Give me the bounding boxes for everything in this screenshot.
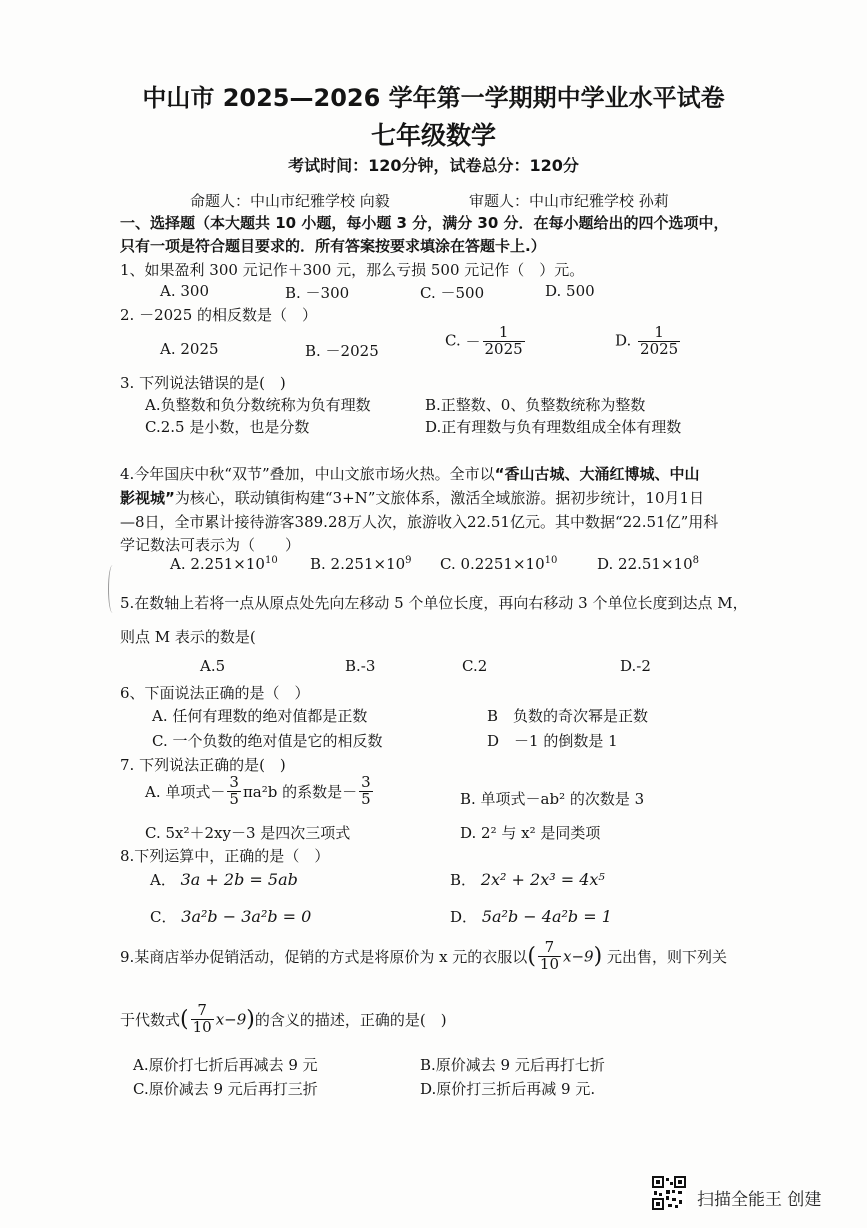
q2-option-c-label: C. [445, 331, 461, 350]
fraction-numerator: 1 [483, 325, 525, 342]
q9-line2-text: 于代数式 [120, 1010, 181, 1029]
fraction-numerator: 3 [361, 773, 371, 791]
q7-option-c: C. 5x²＋2xy－3 是四次三项式 [145, 824, 351, 842]
q8-option-d-expr: 5a²b − 4a²b = 1 [481, 907, 612, 926]
q8-option-d-label: D． [450, 908, 478, 926]
q2-option-d-fraction [638, 325, 680, 358]
q4-line2-text: 为核心，联动镇街构建“3+N”文旅体系，激活全域旅游。据初步统计，10月1日 [174, 489, 705, 507]
q5-option-d: D.-2 [620, 657, 651, 675]
fraction-denominator: 10 [539, 954, 559, 973]
q4-option-c-base: C. 0.2251×10 [440, 555, 545, 573]
q5-option-b: B.-3 [345, 657, 376, 675]
q2-option-c-sign: － [465, 332, 481, 351]
proposer: 命题人：中山市纪雅学校 向毅 [190, 192, 390, 210]
q9-line2-tail: 的含义的描述，正确的是( ) [254, 1010, 447, 1029]
q8-stem: 8.下列运算中，正确的是（ ） [120, 847, 330, 865]
q2-option-c-fraction [483, 325, 525, 358]
q9-line1: 9.某商店举办促销活动，促销的方式是将原价为 x 元的衣服以( $\frac{7}{10}$ x−9) 元出售，则下列关 [120, 938, 727, 973]
q4-option-b-exp: 9 [405, 555, 412, 566]
q8-option-a-label: A． [150, 871, 176, 889]
q4-line4: 学记数法可表示为（ ） [120, 536, 301, 554]
q1-option-d: D. 500 [545, 282, 595, 300]
q3-stem: 3. 下列说法错误的是( ) [120, 374, 286, 392]
q2-stem: 2. －2025 的相反数是（ ） [120, 306, 318, 324]
scan-mark [108, 565, 117, 613]
fraction-denominator: 5 [361, 789, 371, 808]
q2-option-a: A. 2025 [160, 340, 219, 358]
q9-fraction [538, 940, 561, 973]
q9-option-a: A.原价打七折后再减去 9 元 [133, 1056, 318, 1074]
q4-option-b [310, 555, 412, 573]
q1-option-a: A. 300 [160, 282, 209, 300]
q1-stem: 1、如果盈利 300 元记作＋300 元，那么亏损 500 元记作（ ）元。 [120, 261, 585, 279]
q6-stem: 6、下面说法正确的是（ ） [120, 684, 310, 702]
q2-option-b: B. －2025 [305, 342, 379, 360]
q4-option-c [440, 555, 557, 573]
q3-option-c: C.2.5 是小数，也是分数 [145, 418, 310, 436]
exam-info: 考试时间：120分钟，试卷总分：120分 [288, 156, 579, 175]
q9-option-b: B.原价减去 9 元后再打七折 [420, 1056, 605, 1074]
fraction-denominator: 2025 [484, 339, 523, 358]
q1-option-c: C. －500 [420, 284, 485, 302]
q4-line2-bold: 影视城” [120, 489, 175, 507]
q8-option-b-expr: 2x² + 2x³ = 4x⁵ [480, 870, 605, 889]
fraction-numerator: 3 [229, 773, 239, 791]
q6-option-c: C. 一个负数的绝对值是它的相反数 [152, 732, 383, 750]
q9-fraction-2 [191, 1003, 214, 1036]
q7-option-a-fraction [227, 775, 241, 808]
q7-option-a-text: A. 单项式 [145, 782, 211, 801]
fraction-denominator: 2025 [640, 339, 679, 358]
q4-option-d [597, 555, 699, 573]
q2-option-d-label: D. [615, 331, 632, 350]
q9-line1-tail: 元出售，则下列关 [606, 947, 727, 966]
q6-option-d: D －1 的倒数是 1 [487, 732, 618, 750]
exam-subject: 七年级数学 [370, 121, 496, 150]
q6-option-b: B 负数的奇次幂是正数 [487, 707, 649, 725]
exam-title: 中山市 2025—2026 学年第一学期期中学业水平试卷 [142, 84, 725, 112]
q2-option-c [445, 325, 527, 358]
q4-option-d-base: D. 22.51×10 [597, 555, 693, 573]
q4-option-a-base: A. 2.251×10 [170, 555, 265, 573]
q4-line1-bold: “香山古城、大涌红博城、中山 [494, 465, 700, 483]
q7-stem: 7. 下列说法正确的是( ) [120, 756, 286, 774]
section-heading-line2: 只有一项是符合题目要求的．所有答案按要求填涂在答题卡上.） [120, 237, 546, 255]
q9-line1-text: 9.某商店举办促销活动，促销的方式是将原价为 x 元的衣服以 [120, 947, 528, 966]
q4-line3: —8日，全市累计接待游客389.28万人次，旅游收入22.51亿元。其中数据“22.51亿”用科 [120, 513, 719, 531]
qr-code-icon [652, 1176, 686, 1214]
q9-option-c: C.原价减去 9 元后再打三折 [133, 1080, 318, 1098]
q5-line2: 则点 M 表示的数是( [120, 628, 256, 646]
reviewer: 审题人：中山市纪雅学校 孙莉 [469, 192, 669, 210]
q8-option-b-label: B． [450, 871, 477, 889]
q1-option-b: B. －300 [285, 284, 350, 302]
q9-expr-rest: x−9 [215, 1010, 247, 1029]
q8-option-c-expr: 3a²b − 3a²b = 0 [181, 907, 312, 926]
q8-option-a-expr: 3a + 2b = 5ab [180, 870, 298, 889]
q4-line1 [120, 463, 700, 484]
q7-option-a-mid: πa²b 的系数是 [242, 782, 343, 801]
q5-option-c: C.2 [462, 657, 488, 675]
section-heading-line1: 一、选择题（本大题共 10 小题，每小题 3 分，满分 30 分．在每小题给出的四个选项中， [120, 214, 729, 232]
q4-option-b-base: B. 2.251×10 [310, 555, 406, 573]
q7-option-b: B. 单项式－ab² 的次数是 3 [460, 790, 645, 808]
q4-option-a [170, 555, 278, 573]
fraction-denominator: 5 [229, 789, 239, 808]
q9-option-d: D.原价打三折后再减 9 元. [420, 1080, 596, 1098]
q7-option-d: D. 2² 与 x² 是同类项 [460, 824, 601, 842]
fraction-numerator: 7 [191, 1003, 214, 1020]
q9-line2: 于代数式( $\frac{7}{10}$ x−9)的含义的描述，正确的是( ) [120, 1001, 447, 1036]
q7-option-a-fraction2 [359, 775, 373, 808]
q5-line1: 5.在数轴上若将一点从原点处先向左移动 5 个单位长度，再向右移动 3 个单位长度到达点 M， [120, 594, 748, 612]
q3-option-b: B.正整数、0、负整数统称为整数 [425, 396, 646, 414]
fraction-denominator: 10 [192, 1017, 212, 1036]
q3-option-a: A.负整数和负分数统称为负有理数 [145, 396, 371, 414]
q2-option-d [615, 325, 682, 358]
q5-option-a: A.5 [200, 657, 226, 675]
q8-option-c [150, 906, 311, 927]
q6-option-a: A. 任何有理数的绝对值都是正数 [152, 707, 368, 725]
q8-option-b [450, 869, 605, 890]
q4-line2 [120, 487, 704, 508]
q4-option-a-exp: 10 [264, 555, 278, 566]
fraction-numerator: 1 [638, 325, 680, 342]
q4-line1-text: 4.今年国庆中秋“双节”叠加，中山文旅市场火热。全市以 [120, 465, 495, 483]
q8-option-a [150, 869, 298, 890]
watermark-text: 扫描全能王 创建 [697, 1190, 822, 1210]
q7-option-a: A. 单项式－ $\frac{3}{5}$ πa²b 的系数是－ $\frac{3}{5}$ [145, 773, 371, 808]
fraction-numerator: 7 [538, 940, 561, 957]
q4-option-c-exp: 10 [544, 555, 558, 566]
q4-option-d-exp: 8 [692, 555, 699, 566]
q3-option-d: D.正有理数与负有理数组成全体有理数 [425, 418, 682, 436]
q8-option-c-label: C． [150, 908, 177, 926]
q8-option-d [450, 906, 612, 927]
q9-expr-rest: x−9 [563, 947, 594, 966]
